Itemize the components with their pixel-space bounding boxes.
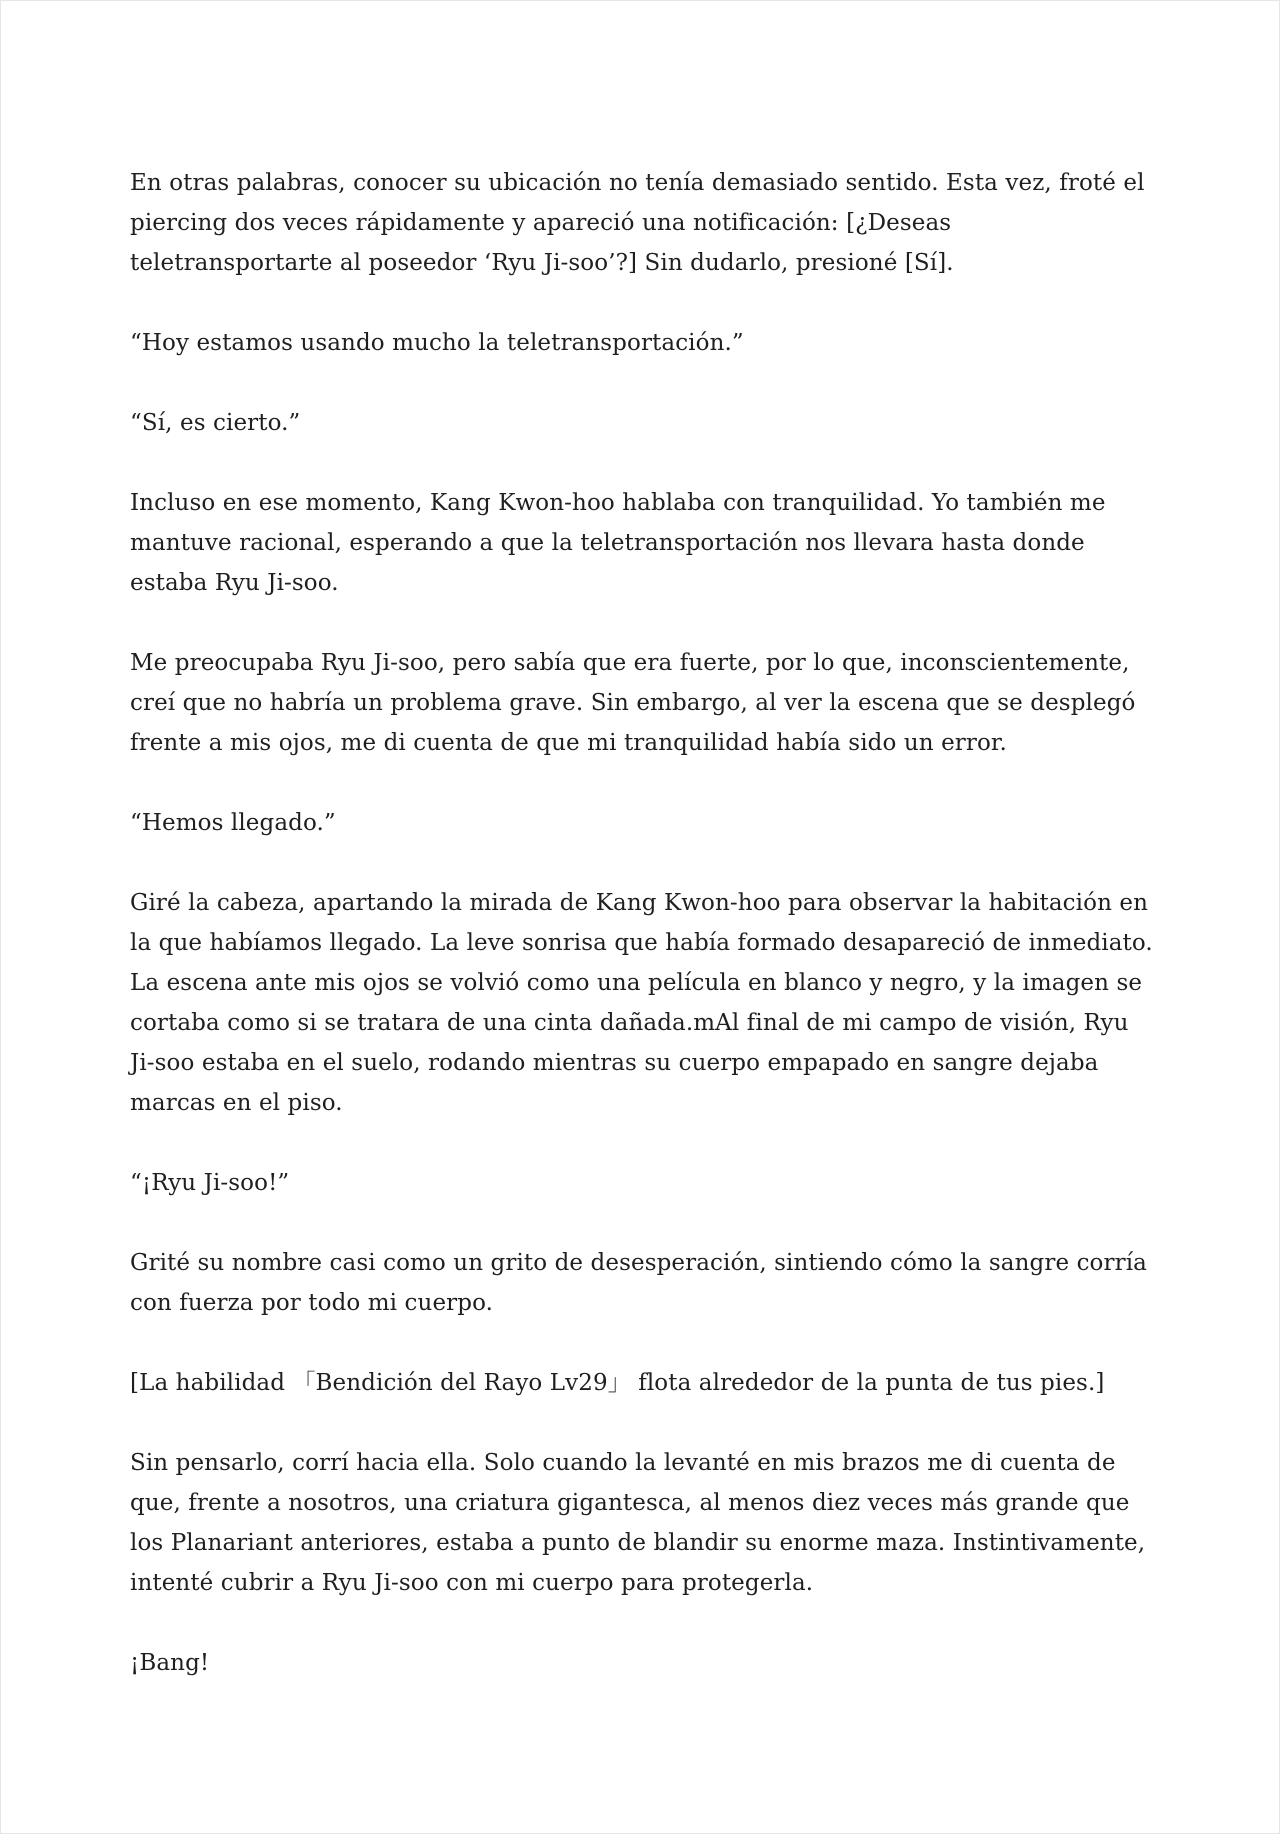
- paragraph-12: ¡Bang!: [130, 1650, 210, 1676]
- paragraph-10: [La habilidad 「Bendición del Rayo Lv29」 flota alrededor de la punta de tus pies.]: [130, 1370, 1105, 1396]
- paragraph-9: Grité su nombre casi como un grito de desesperación, sintiendo cómo la sangre corría con fuerza por todo mi cuerpo.: [130, 1250, 1147, 1316]
- document-body: [130, 163, 1160, 1723]
- paragraph-3: “Sí, es cierto.”: [130, 410, 301, 436]
- paragraph-8: “¡Ryu Ji-soo!”: [130, 1170, 290, 1196]
- paragraph-5: Me preocupaba Ryu Ji-soo, pero sabía que era fuerte, por lo que, inconscientemente, creí que no habría un problema grave. Sin embargo, al ver la escena que se desplegó frente a mis ojos, me di cuenta de que mi tranquilidad había sido un error.: [130, 650, 1136, 756]
- paragraph-1: En otras palabras, conocer su ubicación no tenía demasiado sentido. Esta vez, froté el piercing dos veces rápidamente y apareció una notificación: [¿Deseas teletransportarte al poseedor ‘Ryu Ji-soo’?] Sin dudarlo, presioné [Sí].: [130, 170, 1145, 276]
- paragraph-6: “Hemos llegado.”: [130, 810, 336, 836]
- paragraph-4: Incluso en ese momento, Kang Kwon-hoo hablaba con tranquilidad. Yo también me mantuve racional, esperando a que la teletransportación nos llevara hasta donde estaba Ryu Ji-soo.: [130, 490, 1106, 596]
- paragraph-11: Sin pensarlo, corrí hacia ella. Solo cuando la levanté en mis brazos me di cuenta de que, frente a nosotros, una criatura gigantesca, al menos diez veces más grande que los Planariant anteriores, estaba a punto de blandir su enorme maza. Instintivamente, intenté cubrir a Ryu Ji-soo con mi cuerpo para protegerla.: [130, 1450, 1146, 1596]
- paragraph-2: “Hoy estamos usando mucho la teletransportación.”: [130, 330, 744, 356]
- paragraph-7: Giré la cabeza, apartando la mirada de Kang Kwon-hoo para observar la habitación en la que habíamos llegado. La leve sonrisa que había formado desapareció de inmediato. La escena ante mis ojos se volvió como una película en blanco y negro, y la imagen se cortaba como si se tratara de una cinta dañada.mAl final de mi campo de visión, Ryu Ji-soo estaba en el suelo, rodando mientras su cuerpo empapado en sangre dejaba marcas en el piso.: [130, 890, 1153, 1116]
